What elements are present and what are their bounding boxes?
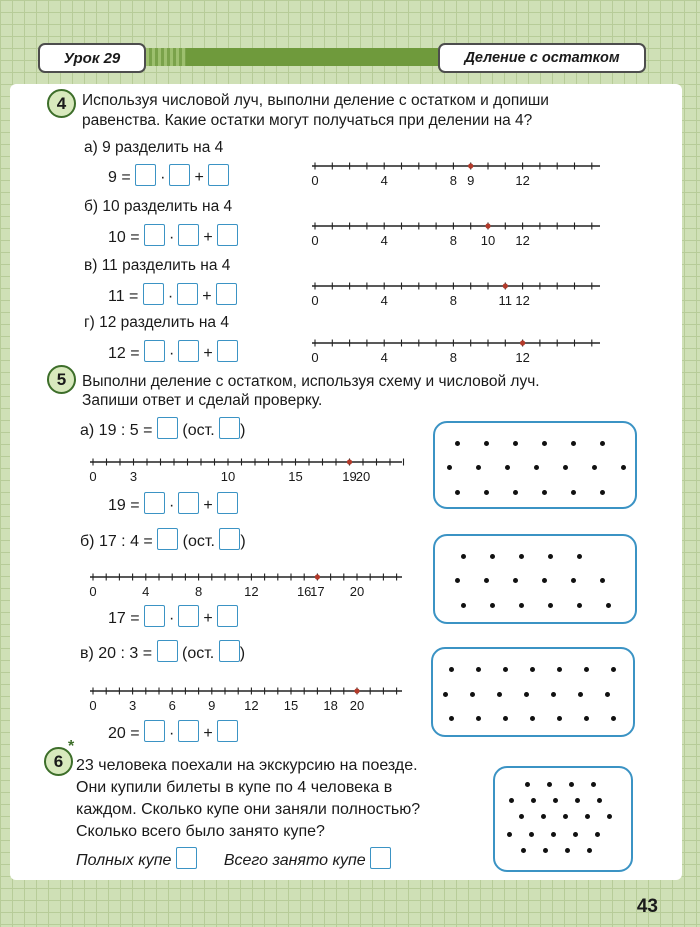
page-number: 43 <box>636 896 658 917</box>
number-line-4c <box>312 280 602 310</box>
tick-label: 4 <box>142 584 150 599</box>
number-line-4d <box>312 337 602 367</box>
task-number-4: 4 <box>47 89 76 118</box>
marked-point <box>315 574 320 579</box>
task4c-lhs: 11 = <box>108 288 139 305</box>
answer-box[interactable] <box>169 164 190 186</box>
dot <box>542 441 547 446</box>
tick-label: 12 <box>515 233 530 248</box>
task4b-lhs: 10 = <box>108 229 140 246</box>
dot <box>577 603 582 608</box>
tick-label: 12 <box>515 350 530 365</box>
tick-label: 17 <box>310 584 325 599</box>
dot <box>513 490 518 495</box>
dot <box>541 814 546 819</box>
dot <box>548 554 553 559</box>
tick-label: 8 <box>449 233 458 248</box>
task4b-equation <box>108 224 238 247</box>
dot <box>605 692 610 697</box>
plus-sign: + <box>203 497 213 514</box>
remainder-label: (ост. <box>182 533 215 550</box>
task6-line-4: Сколько всего было занято купе? <box>76 823 325 840</box>
tick-label: 4 <box>380 173 388 188</box>
dot <box>443 692 448 697</box>
number-line-4a <box>312 160 602 190</box>
total-compartments-label: Всего занято купе <box>223 852 366 869</box>
dot <box>484 490 489 495</box>
task6-line-1: 23 человека поехали на экскурсию на поезде. <box>76 757 418 774</box>
dot-scheme-17 <box>433 534 637 624</box>
tick-label: 18 <box>323 698 338 713</box>
answer-box[interactable] <box>370 847 391 869</box>
dot-scheme-23 <box>493 766 633 872</box>
times-sign: · <box>169 725 175 742</box>
dot <box>551 692 556 697</box>
task6-line-3: каждом. Сколько купе они заняли полностью? <box>76 801 421 818</box>
dot <box>584 716 589 721</box>
dot <box>578 692 583 697</box>
dot <box>484 441 489 446</box>
dot <box>621 465 626 470</box>
header-bar <box>186 48 438 66</box>
tick-label: 0 <box>311 233 319 248</box>
answer-box[interactable] <box>178 224 199 246</box>
dot <box>607 814 612 819</box>
task5b-lhs: 17 = <box>108 610 140 627</box>
task5c-division <box>80 640 245 663</box>
remainder-label: (ост. <box>182 422 215 439</box>
dot <box>571 578 576 583</box>
remainder-label: (ост. <box>182 645 215 662</box>
tick-label: 12 <box>515 293 530 308</box>
number-line-4b <box>312 220 602 250</box>
marked-point <box>354 688 359 693</box>
dot <box>547 782 552 787</box>
dot <box>484 578 489 583</box>
lesson-text: Урок 29 <box>63 49 121 67</box>
answer-box[interactable] <box>144 605 165 627</box>
answer-box[interactable] <box>144 340 165 362</box>
tick-label: 0 <box>89 584 97 599</box>
topic-text: Деление с остатком <box>464 50 620 66</box>
answer-box[interactable] <box>177 283 198 305</box>
times-sign: · <box>167 288 174 305</box>
tick-label: 0 <box>311 173 319 188</box>
dot <box>449 716 454 721</box>
task4c-equation <box>108 283 237 306</box>
dot <box>505 465 510 470</box>
dot <box>455 578 460 583</box>
dot <box>529 832 534 837</box>
tick-label: 8 <box>449 350 458 365</box>
number-line-5b <box>90 571 405 601</box>
answer-box[interactable] <box>178 605 199 627</box>
dot <box>571 490 576 495</box>
dot <box>548 603 553 608</box>
task5b-check <box>108 605 238 628</box>
answer-box[interactable] <box>144 224 165 246</box>
lesson-label <box>38 43 146 73</box>
answer-box[interactable] <box>208 164 229 186</box>
tick-label: 4 <box>380 293 388 308</box>
answer-box[interactable] <box>135 164 156 186</box>
tick-label: 19 <box>342 469 357 484</box>
tick-label: 15 <box>288 469 303 484</box>
close-paren: ) <box>240 422 246 439</box>
tick-label: 6 <box>168 698 176 713</box>
answer-box[interactable] <box>143 283 164 305</box>
dot <box>470 692 475 697</box>
tick-label: 12 <box>244 698 259 713</box>
dot <box>584 667 589 672</box>
dot <box>447 465 452 470</box>
dot <box>571 441 576 446</box>
dot <box>551 832 556 837</box>
task5a-lhs: 19 = <box>108 497 140 514</box>
dot <box>573 832 578 837</box>
answer-box[interactable] <box>219 640 240 662</box>
dot <box>600 578 605 583</box>
task4a-label: а) 9 разделить на 4 <box>84 139 224 156</box>
dot <box>600 441 605 446</box>
tick-label: 8 <box>449 293 458 308</box>
answer-box[interactable] <box>157 640 178 662</box>
task4b-label: б) 10 разделить на 4 <box>84 198 233 215</box>
dot <box>519 554 524 559</box>
task6-line-2: Они купили билеты в купе по 4 человека в <box>76 779 393 796</box>
times-sign: · <box>169 345 175 362</box>
dot <box>490 603 495 608</box>
dot <box>542 578 547 583</box>
tick-label: 0 <box>89 469 97 484</box>
tick-label: 12 <box>515 173 530 188</box>
task6-star: * <box>68 738 75 755</box>
tick-label: 16 <box>296 584 312 599</box>
dot <box>553 798 558 803</box>
times-sign: · <box>169 610 175 627</box>
tick-label: 20 <box>349 698 365 713</box>
topic-label <box>438 43 646 73</box>
answer-box[interactable] <box>144 720 165 742</box>
tick-label: 8 <box>449 173 458 188</box>
close-paren: ) <box>240 533 246 550</box>
dot <box>557 667 562 672</box>
task5-text-2: Запиши ответ и сделай проверку. <box>82 392 323 409</box>
times-sign: · <box>169 229 175 246</box>
task5b-division <box>80 528 246 551</box>
dot <box>585 814 590 819</box>
task4a-lhs: 9 = <box>108 169 131 186</box>
full-compartments-label: Полных купе <box>76 852 172 869</box>
dot <box>461 554 466 559</box>
tick-label: 0 <box>311 293 319 308</box>
marked-point <box>347 459 352 464</box>
answer-box[interactable] <box>219 417 240 439</box>
dot <box>503 716 508 721</box>
answer-box[interactable] <box>157 417 178 439</box>
times-sign: · <box>160 169 166 186</box>
task5c-check <box>108 720 238 743</box>
answer-box[interactable] <box>157 528 178 550</box>
task5-text-1: Выполни деление с остатком, используя схему и числовой луч. <box>82 373 540 390</box>
close-paren: ) <box>239 645 246 662</box>
task4d-lhs: 12 = <box>108 345 140 362</box>
dot <box>476 667 481 672</box>
tick-label: 3 <box>129 469 138 484</box>
answer-box[interactable] <box>178 340 199 362</box>
dot <box>521 848 526 853</box>
answer-box[interactable] <box>217 492 238 514</box>
dot <box>565 848 570 853</box>
plus-sign: + <box>202 288 212 305</box>
answer-box[interactable] <box>144 492 165 514</box>
tick-label: 8 <box>194 584 203 599</box>
tick-label: 4 <box>380 350 388 365</box>
dot <box>534 465 539 470</box>
task-number-5: 5 <box>47 365 76 394</box>
tick-label: 20 <box>355 469 371 484</box>
dot <box>449 667 454 672</box>
plus-sign: + <box>203 345 213 362</box>
answer-box[interactable] <box>217 340 238 362</box>
task5c-label: в) 20 : 3 = <box>80 645 153 662</box>
dot <box>611 716 616 721</box>
task4-text-2: равенства. Какие остатки могут получаться при делении на 4? <box>82 112 533 129</box>
dot <box>531 798 536 803</box>
times-sign: · <box>169 497 175 514</box>
dot <box>591 782 596 787</box>
dot <box>606 603 611 608</box>
dot <box>455 441 460 446</box>
answer-box[interactable] <box>217 224 238 246</box>
tick-label: 15 <box>283 698 299 713</box>
dot <box>563 465 568 470</box>
plus-sign: + <box>203 610 213 627</box>
dot <box>461 603 466 608</box>
dot <box>507 832 512 837</box>
task5a-label: а) 19 : 5 = <box>80 422 153 439</box>
dot <box>575 798 580 803</box>
task-number-6: 6 <box>44 747 73 776</box>
marked-point <box>520 340 525 345</box>
dot <box>595 832 600 837</box>
dot <box>577 554 582 559</box>
dot <box>592 465 597 470</box>
number-line-5a <box>90 456 405 486</box>
dot <box>513 578 518 583</box>
dot <box>524 692 529 697</box>
dot <box>569 782 574 787</box>
marked-point <box>485 223 490 228</box>
dot-scheme-19 <box>433 421 637 509</box>
task5b-label: б) 17 : 4 = <box>80 533 153 550</box>
dot <box>513 441 518 446</box>
plus-sign: + <box>203 229 213 246</box>
tick-label: 3 <box>128 698 137 713</box>
dot <box>455 490 460 495</box>
marked-point <box>503 283 508 288</box>
dot <box>490 554 495 559</box>
answer-box[interactable] <box>216 283 237 305</box>
tick-label: 0 <box>89 698 97 713</box>
task4-text-1: Используя числовой луч, выполни деление с остатком и допиши <box>82 92 549 109</box>
answer-box[interactable] <box>178 492 199 514</box>
task4d-label: г) 12 разделить на 4 <box>84 314 229 331</box>
tick-label: 20 <box>349 584 365 599</box>
dot <box>543 848 548 853</box>
answer-box[interactable] <box>176 847 197 869</box>
dot-scheme-20 <box>431 647 635 737</box>
dot <box>587 848 592 853</box>
dot <box>503 667 508 672</box>
tick-label: 9 <box>467 173 475 188</box>
dot <box>542 490 547 495</box>
dot <box>476 465 481 470</box>
answer-box[interactable] <box>219 528 240 550</box>
dot <box>497 692 502 697</box>
dot <box>519 603 524 608</box>
dot <box>519 814 524 819</box>
task4c-label: в) 11 разделить на 4 <box>84 257 231 274</box>
tick-label: 10 <box>220 469 236 484</box>
dot <box>600 490 605 495</box>
dot <box>557 716 562 721</box>
dot <box>563 814 568 819</box>
task5c-lhs: 20 = <box>108 725 140 742</box>
dot <box>530 716 535 721</box>
task4a-equation <box>108 164 229 187</box>
number-line-5c <box>90 685 405 715</box>
tick-label: 11 <box>498 293 513 308</box>
plus-sign: + <box>194 169 204 186</box>
dot <box>597 798 602 803</box>
task6-answer-line <box>76 847 391 870</box>
dot <box>611 667 616 672</box>
answer-box[interactable] <box>217 720 238 742</box>
task5a-check <box>108 492 238 515</box>
tick-label: 10 <box>480 233 496 248</box>
marked-point <box>468 163 473 168</box>
task5a-division <box>80 417 245 440</box>
dot <box>476 716 481 721</box>
plus-sign: + <box>203 725 213 742</box>
answer-box[interactable] <box>178 720 199 742</box>
tick-label: 9 <box>208 698 216 713</box>
tick-label: 0 <box>311 350 319 365</box>
task4d-equation <box>108 340 238 363</box>
dot <box>530 667 535 672</box>
tick-label: 4 <box>380 233 388 248</box>
dot <box>509 798 514 803</box>
dot <box>525 782 530 787</box>
tick-label: 12 <box>244 584 259 599</box>
answer-box[interactable] <box>217 605 238 627</box>
